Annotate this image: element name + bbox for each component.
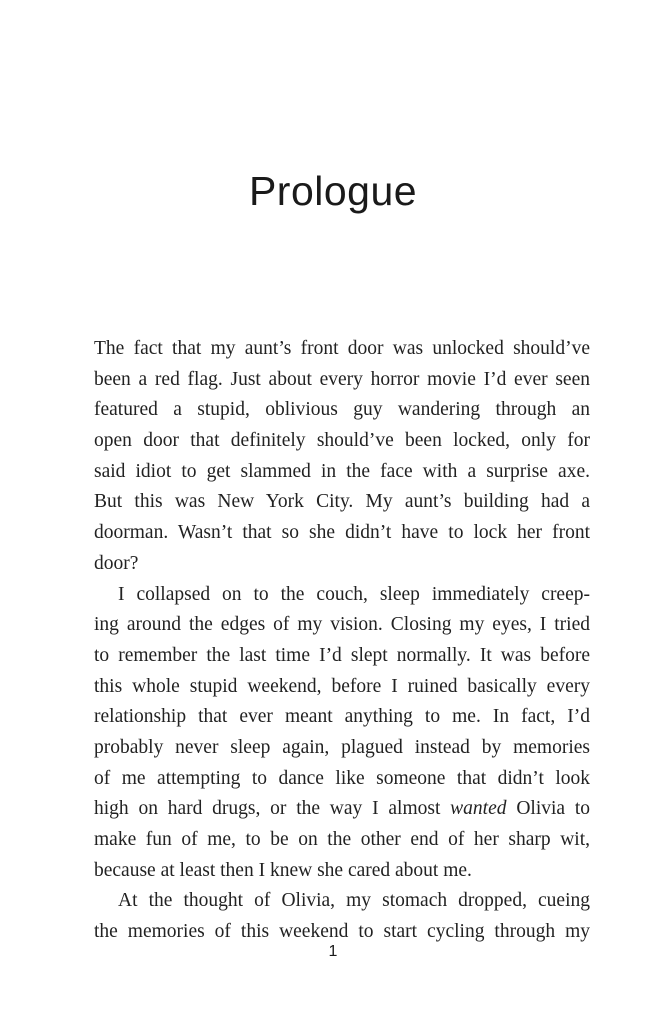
text-line: I collapsed on to the couch, sleep immediately creep- <box>118 583 590 605</box>
page-number: 1 <box>328 943 338 960</box>
paragraph-3 <box>94 886 590 947</box>
chapter-title: Prologue <box>248 168 418 214</box>
text-line: featured a stupid, oblivious guy wandering through an <box>94 399 590 421</box>
paragraph-2 <box>94 580 590 887</box>
text-line: because at least then I knew she cared about me. <box>94 859 472 881</box>
text-line: ing around the edges of my vision. Closing my eyes, I tried <box>94 614 590 636</box>
text-line: doorman. Wasn’t that so she didn’t have to lock her front <box>94 522 590 544</box>
text-line: make fun of me, to be on the other end of her sharp wit, <box>94 829 590 850</box>
text-line: open door that definitely should’ve been locked, only for <box>94 430 590 452</box>
text-line: probably never sleep again, plagued instead by memories <box>94 736 590 758</box>
text-line: been a red flag. Just about every horror movie I’d ever seen <box>94 368 590 390</box>
paragraph-1 <box>94 334 590 580</box>
text-line: relationship that ever meant anything to me. In fact, I’d <box>94 706 590 728</box>
text-segment: high on hard drugs, or the way I almost <box>94 798 441 820</box>
text-line: But this was New York City. My aunt’s building had a <box>94 491 590 513</box>
text-segment: Olivia to <box>516 798 591 820</box>
text-line: door? <box>94 552 139 574</box>
text-line: At the thought of Olivia, my stomach dropped, cueing <box>118 890 590 912</box>
text-line: of me attempting to dance like someone that didn’t look <box>94 767 590 789</box>
text-line: said idiot to get slammed in the face with a surprise axe. <box>94 460 590 482</box>
text-line: The fact that my aunt’s front door was unlocked should’ve <box>94 338 590 359</box>
emphasized-word: wanted <box>450 798 507 820</box>
text-line-with-emphasis <box>94 794 590 825</box>
text-line: this whole stupid weekend, before I ruined basically every <box>94 675 590 697</box>
body-text <box>94 334 590 948</box>
text-line: the memories of this weekend to start cycling through my <box>94 921 590 943</box>
text-line: to remember the last time I’d slept normally. It was before <box>94 644 590 666</box>
